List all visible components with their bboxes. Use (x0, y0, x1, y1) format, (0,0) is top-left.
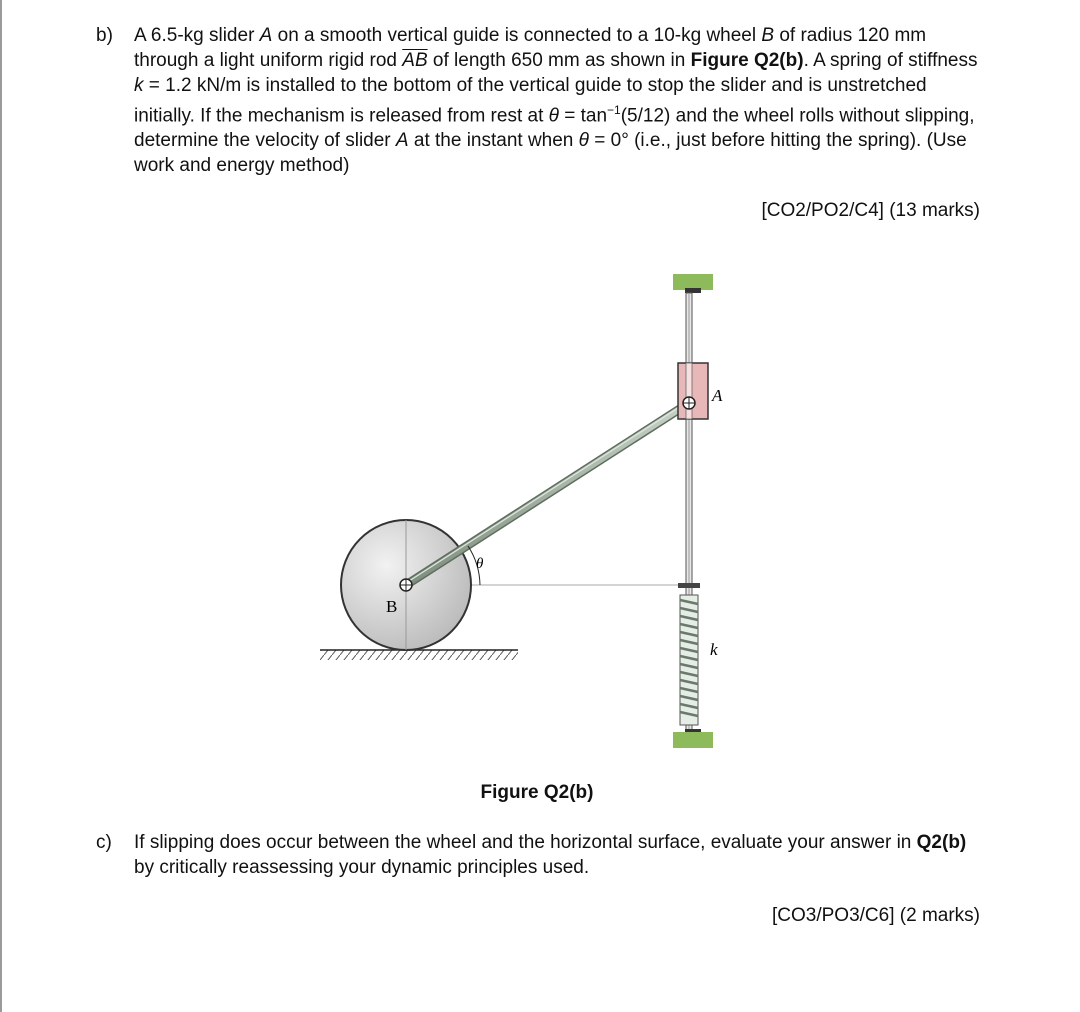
question-c-marks: [CO3/PO3/C6] (2 marks) (772, 905, 980, 926)
figure-caption: Figure Q2(b) (480, 782, 594, 803)
question-b-text: A 6.5-kg slider A on a smooth vertical guide is connected to a 10-kg wheel B of radius 120 mm through a light uniform rigid rod $\overline{AB}$ of length 650 mm as shown in Figure Q2(b). A spring of stiffness k = 1.2 kN/m is installed to the bottom of the vertical guide to stop the slider and is unstretched initially. If the mechanism is released from rest at $\theta = \tan^{-1}(5/12)$ and the wheel rolls without slipping, determine the velocity of slider A at the instant when θ = 0° (i.e., just before hitting the spring). (Use work and energy method) (134, 25, 978, 177)
question-c-number: c) (96, 832, 112, 853)
top-base (673, 274, 713, 290)
ground-hatch (320, 650, 518, 660)
bottom-base (673, 732, 713, 748)
label-theta: θ (476, 556, 484, 572)
label-k: k (710, 640, 718, 659)
question-b-marks: [CO2/PO2/C4] (13 marks) (761, 200, 980, 221)
label-a: A (712, 386, 723, 405)
spring-k (680, 595, 698, 725)
left-border (0, 0, 2, 1012)
label-b: B (386, 597, 398, 616)
question-c-text: If slipping does occur between the wheel and the horizontal surface, evaluate your answer in Q2(b) by critically reassessing your dynamic principles used. (134, 832, 967, 878)
slider-a (678, 363, 708, 419)
figure-q2b (300, 265, 740, 755)
spring-cap (678, 583, 700, 588)
question-b-number: b) (96, 25, 113, 46)
